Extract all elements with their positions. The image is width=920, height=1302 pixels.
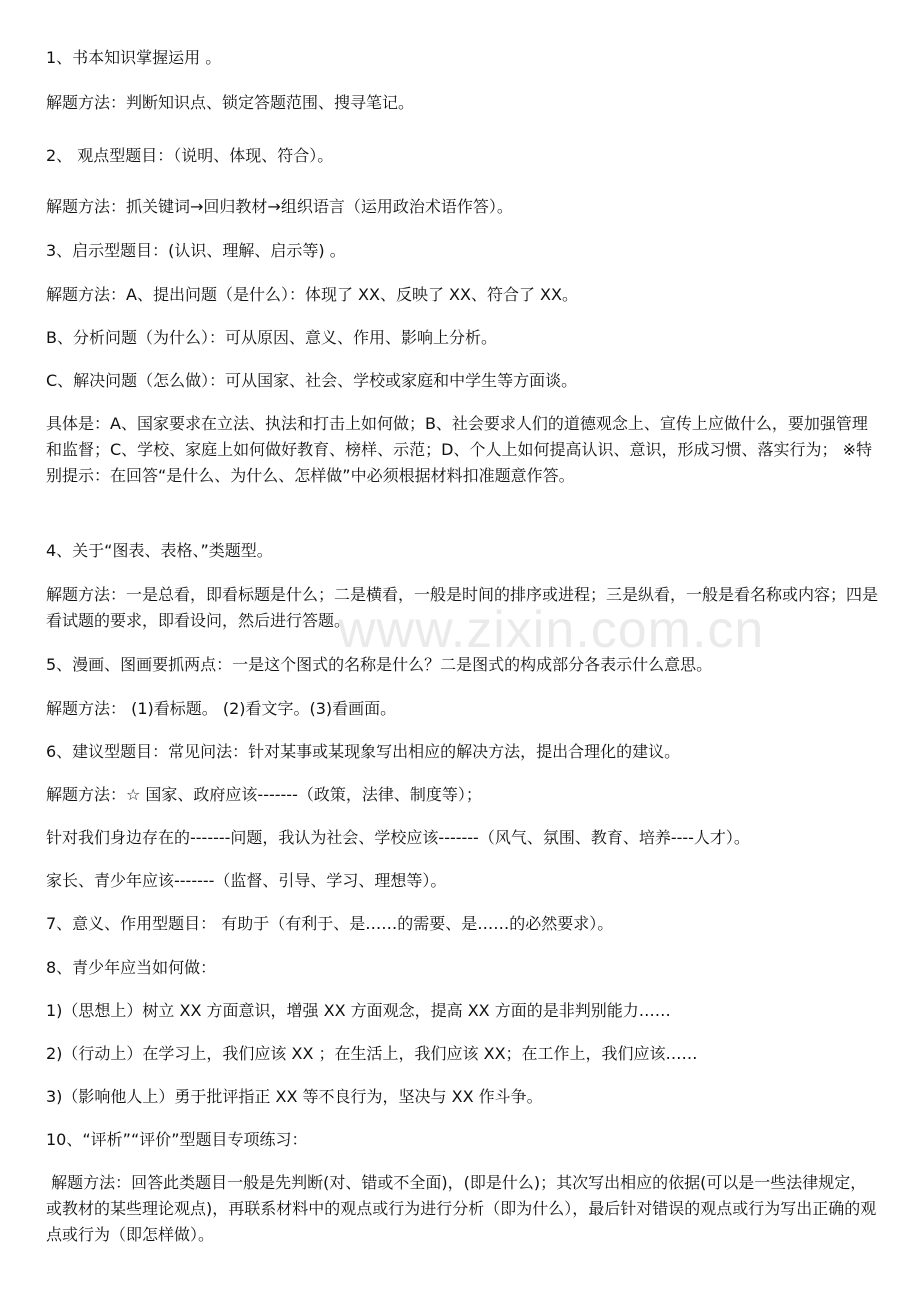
section-8-item-1: 1)（思想上）树立 XX 方面意识，增强 XX 方面观念，提高 XX 方面的是非判别能力…… — [46, 1001, 671, 1020]
section-8-heading: 8、青少年应当如何做： — [46, 958, 217, 977]
section-3-method-a: 解题方法：A、提出问题（是什么）：体现了 XX、反映了 XX、符合了 XX。 — [46, 285, 578, 304]
section-1-method: 解题方法：判断知识点、锁定答题范围、搜寻笔记。 — [46, 93, 415, 112]
watermark: www.zixin.com.cn — [338, 601, 765, 659]
section-4-heading: 4、关于“图表、表格、”类题型。 — [46, 541, 273, 560]
section-10-heading: 10、“评析”“评价”型题目专项练习： — [46, 1130, 308, 1149]
section-3-method-c: C、解决问题（怎么做）：可从国家、社会、学校或家庭和中学生等方面谈。 — [46, 371, 578, 390]
section-4-method: 解题方法：一是总看，即看标题是什么；二是横看，一般是时间的排序或进程；三是纵看，一般是看名称或内容；四是看试题的要求，即看设问，然后进行答题。 — [46, 585, 879, 630]
section-2-heading: 2、 观点型题目：（说明、体现、符合）。 — [46, 146, 334, 165]
section-6-heading: 6、建议型题目：常见问法：针对某事或某现象写出相应的解决方法，提出合理化的建议。 — [46, 742, 681, 761]
section-2-method: 解题方法：抓关键词→回归教材→组织语言（运用政治术语作答）。 — [46, 197, 513, 216]
section-10-method: 解题方法：回答此类题目一般是先判断(对、错或不全面)，(即是什么)；其次写出相应的依据(可以是一些法律规定，或教材的某些理论观点)，再联系材料中的观点或行为进行分析（即为什么），最后针对错误的观点或行为写出正确的观点或行为（即怎样做）。 — [46, 1173, 877, 1244]
section-7-heading: 7、意义、作用型题目： 有助于（有利于、是……的需要、是……的必然要求）。 — [46, 914, 614, 933]
section-5-heading: 5、漫画、图画要抓两点：一是这个图式的名称是什么？二是图式的构成部分各表示什么意思。 — [46, 655, 713, 674]
section-3-heading: 3、启示型题目：(认识、理解、启示等) 。 — [46, 241, 346, 260]
section-3-method-b: B、分析问题（为什么）：可从原因、意义、作用、影响上分析。 — [46, 328, 497, 347]
section-3-details: 具体是：A、国家要求在立法、执法和打击上如何做；B、社会要求人们的道德观念上、宣传上应做什么，要加强管理和监督；C、学校、家庭上如何做好教育、榜样、示范；D、个人上如何提高认识、意识，形成习惯、落实行为； ※特别提示：在回答“是什么、为什么、怎样做”中必须根据材料扣准题意作答。 — [46, 414, 872, 485]
section-6-method-family: 家长、青少年应该-------（监督、引导、学习、理想等）。 — [46, 871, 447, 890]
section-1-heading: 1、书本知识掌握运用 。 — [46, 48, 222, 67]
section-6-method-society: 针对我们身边存在的-------问题，我认为社会、学校应该-------（风气、氛围、教育、培养----人才）。 — [46, 828, 750, 847]
section-6-method-state: 解题方法：☆ 国家、政府应该-------（政策，法律、制度等）； — [46, 785, 482, 804]
section-8-item-3: 3)（影响他人上）勇于批评指正 XX 等不良行为，坚决与 XX 作斗争。 — [46, 1087, 543, 1106]
section-5-method: 解题方法： (1)看标题。 (2)看文字。(3)看画面。 — [46, 699, 397, 718]
section-8-item-2: 2)（行动上）在学习上，我们应该 XX ；在生活上，我们应该 XX；在工作上，我们应该…… — [46, 1044, 698, 1063]
